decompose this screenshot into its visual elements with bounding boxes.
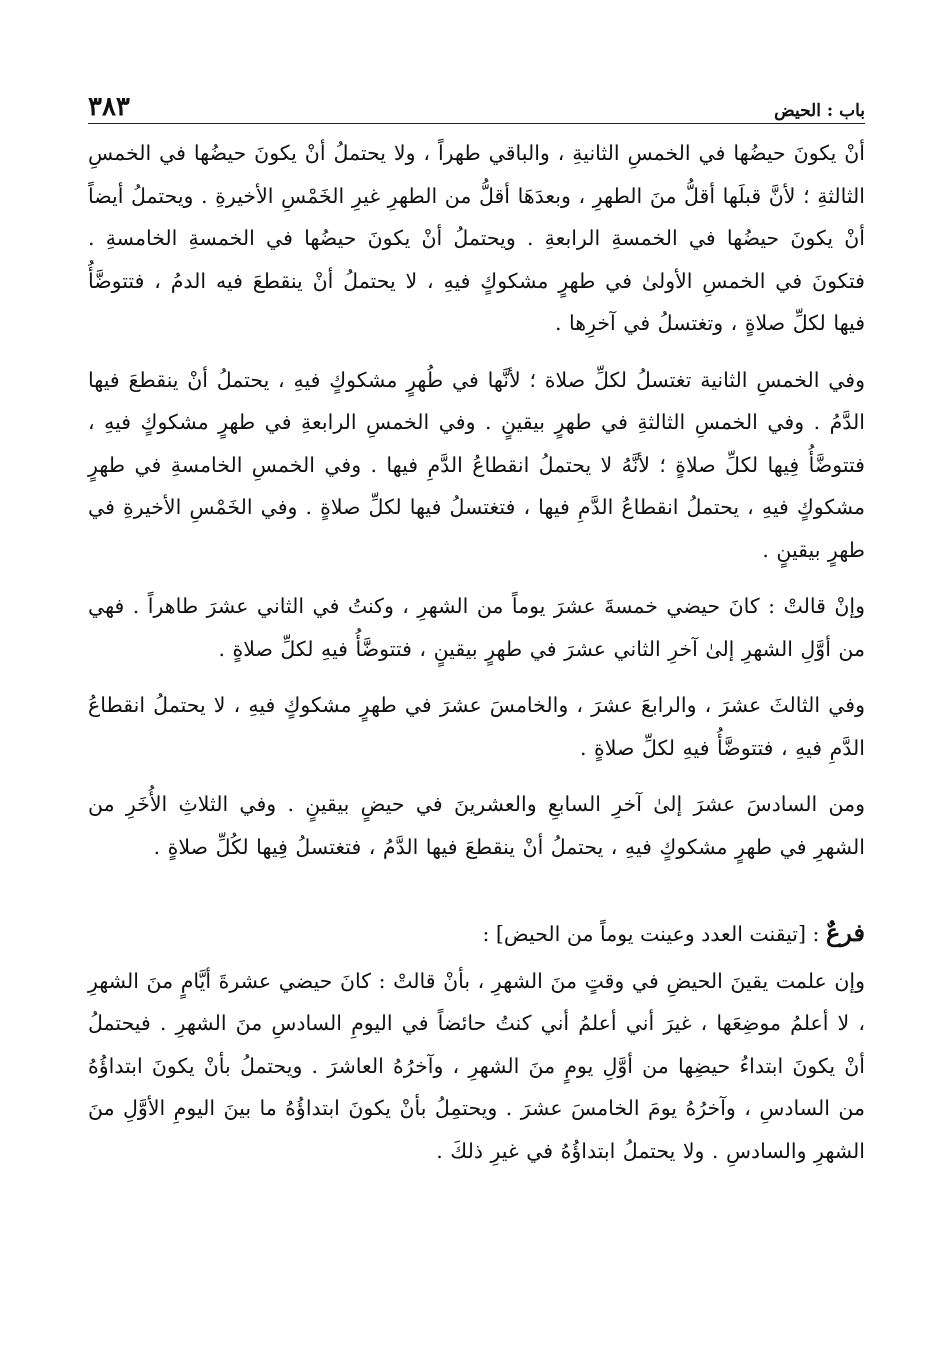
paragraph-5: ومن السادسَ عشرَ إلىٰ آخرِ السابعِ والعشرينَ في حيضٍ بيقينٍ . وفي الثلاثِ الأُخَرِ من الشهرِ في طهرٍ مشكوكٍ فيهِ ، يحتملُ أنْ ينقطعَ فيها الدَّمُ ، فتغتسلُ فِيها لكُلِّ صلاةٍ .: [88, 792, 865, 859]
paragraph-4: وفي الثالثَ عشرَ ، والرابعَ عشرَ ، والخامسَ عشرَ في طهرٍ مشكوكٍ فيهِ ، لا يحتملُ انقطاعُ الدَّمِ فيهِ ، فتتوضَّأُ فيهِ لكلِّ صلاةٍ .: [88, 693, 865, 760]
page-number: ٣٨٣: [88, 92, 130, 122]
branch-label: فرعٌ: [825, 918, 865, 947]
section-heading: [88, 912, 865, 956]
chapter-title: باب : الحيض: [774, 101, 865, 121]
running-header: [88, 86, 865, 120]
header-divider: [88, 123, 865, 124]
paragraph-1: أنْ يكونَ حيضُها في الخمسِ الثانيةِ ، والباقي طهراً ، ولا يحتملُ أنْ يكونَ حيضُها في الخمسِ الثالثةِ ؛ لأنَّ قبلَها أقلُّ منَ الطهرِ ، وبعدَهَا أقلُّ من الطهرِ غيرِ الخَمْسِ الأخيرةِ . ويحتملُ أيضاً أنْ يكونَ حيضُها في الخمسةِ الرابعةِ . ويحتملُ أنْ يكونَ حيضُها في الخمسةِ الخامسةِ . فتكونَ في الخمسِ الأولىٰ في طهرٍ مشكوكٍ فيهِ ، لا يحتملُ أنْ ينقطعَ فيه الدمُ ، فتتوضَّأُ فيها لكلِّ صلاةٍ ، وتغتسلُ في آخرِها .: [88, 141, 866, 335]
paragraph-6: وإن علمت يقينَ الحيضِ في وقتٍ منَ الشهرِ ، بأنْ قالتْ : كانَ حيضي عشرةَ أيَّامٍ منَ الشهرِ ، لا أعلمُ موضِعَها ، غيرَ أني أعلمُ أني كنتُ حائضاً في اليومِ السادسِ منَ الشهرِ . فيحتملُ أنْ يكونَ ابتداءُ حيضِها من أوَّلِ يومٍ منَ الشهرِ ، وآخرُهُ العاشرَ . ويحتملُ بأنْ يكونَ ابتداؤُهُ من السادسِ ، وآخرُهُ يومَ الخامسَ عشرَ . ويحتمِلُ بأنْ يكونَ ابتداؤُهُ ما بينَ اليومِ الأوَّلِ منَ الشهرِ والسادسِ . ولا يحتملُ ابتداؤُهُ في غيرِ ذلكَ .: [88, 968, 865, 1163]
branch-heading-text: : [تيقنت العدد وعينت يوماً من الحيض] :: [482, 922, 820, 946]
paragraph-2: وفي الخمسِ الثانية تغتسلُ لكلِّ صلاة ؛ لأنَّها في طُهرٍ مشكوكٍ فيهِ ، يحتملُ أنْ ينقطعَ فيها الدَّمُ . وفي الخمسِ الثالثةِ في طهرٍ بيقينٍ . وفي الخمسِ الرابعةِ في طهرٍ مشكوكٍ فيهِ ، فتتوضَّأُ فِيها لكلِّ صلاةٍ ؛ لأنَّهُ لا يحتملُ انقطاعُ الدَّمِ فيها . وفي الخمسِ الخامسةِ في طهرٍ مشكوكٍ فيهِ ، يحتملُ انقطاعُ الدَّمِ فيها ، فتغتسلُ فيها لكلِّ صلاةٍ . وفي الخَمْسِ الأخيرةِ في طهرٍ بيقينٍ .: [88, 367, 865, 562]
paragraph-3: وإنْ قالتْ : كانَ حيضي خمسةَ عشرَ يوماً من الشهرِ ، وكنتُ في الثاني عشرَ طاهراً . فهي من أوَّلِ الشهرِ إلىٰ آخرِ الثاني عشرَ في طهرٍ بيقينٍ ، فتتوضَّأُ فيهِ لكلِّ صلاةٍ .: [88, 594, 865, 661]
body-text: [88, 132, 865, 1172]
